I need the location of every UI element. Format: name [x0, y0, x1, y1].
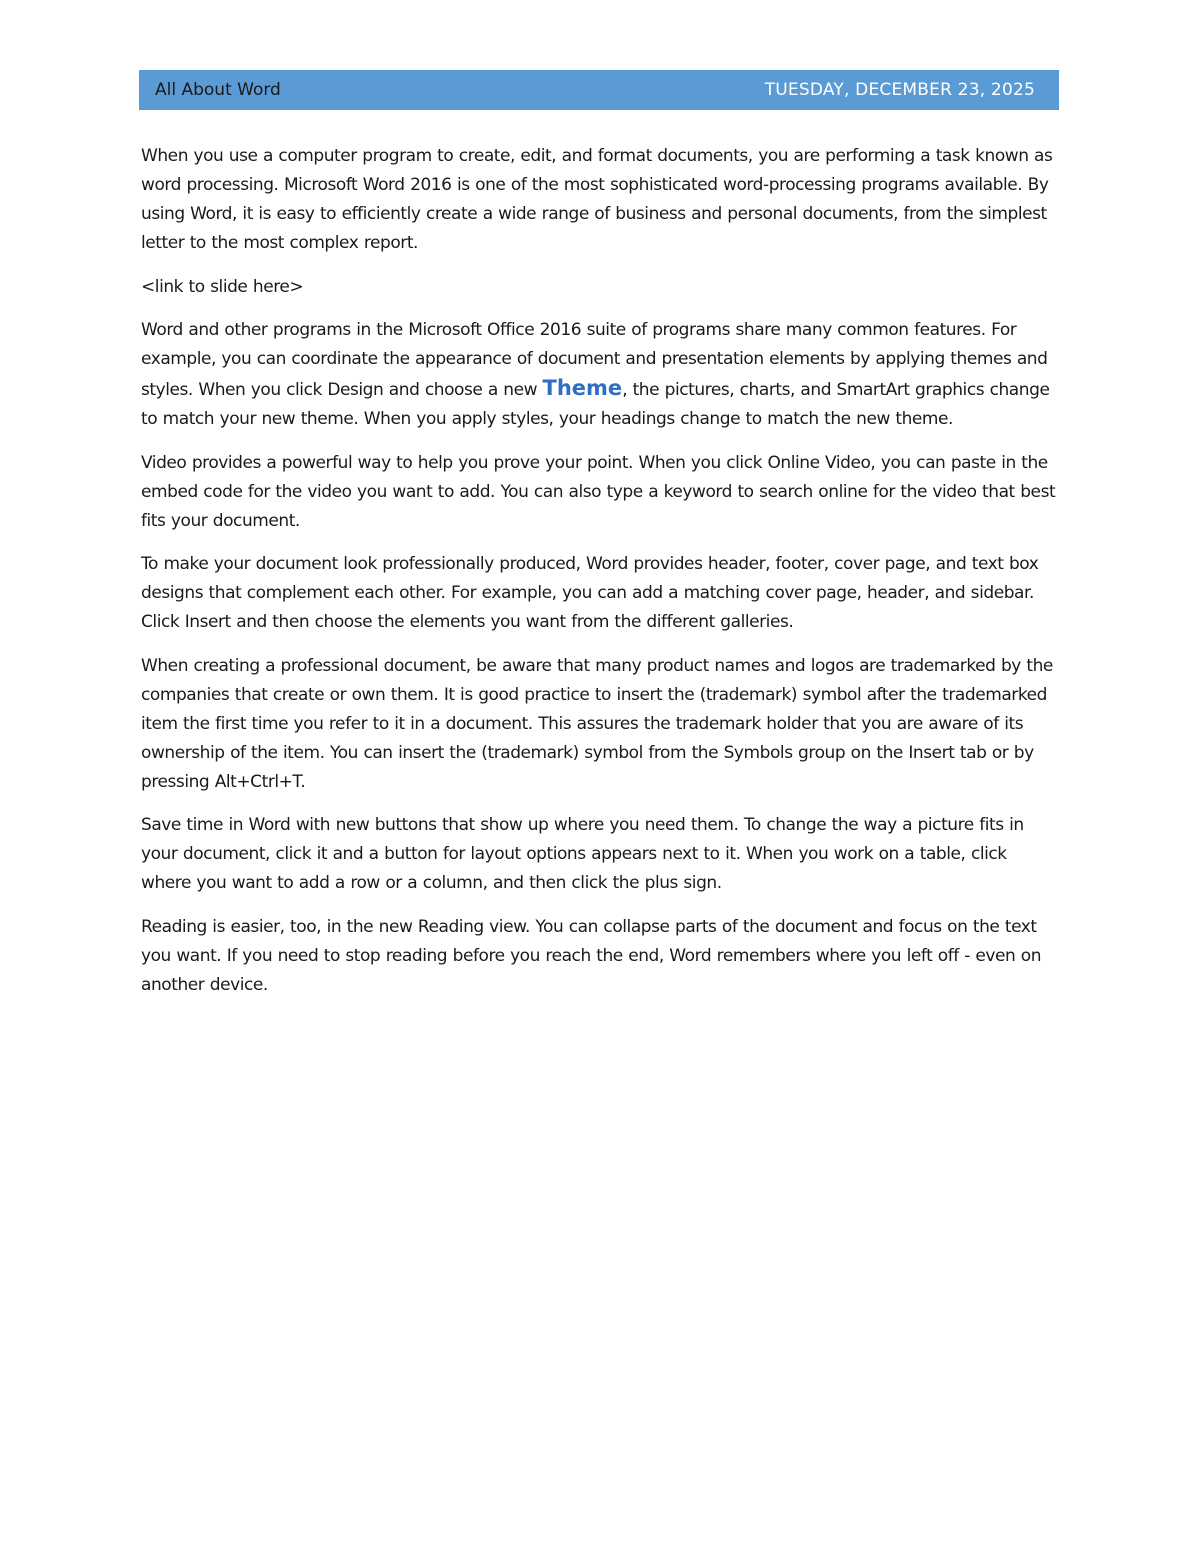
paragraph-themes [141, 316, 1061, 434]
document-header-bar [139, 70, 1059, 110]
paragraph-reading: Reading is easier, too, in the new Reading view. You can collapse parts of the document and focus on the text you want. If you need to stop reading before you reach the end, Word remembers where you left off - even on another device. [141, 916, 1042, 995]
document-title: All About Word [155, 80, 281, 100]
paragraph-themes-end: , the pictures, charts, and SmartArt graphics change to match your new theme. When you apply styles, your headings change to match the new theme. [141, 380, 1050, 429]
paragraph-themes-start: Word and other programs in the Microsoft Office 2016 suite of programs share many common features. For example, you can coordinate the appearance of document and presentation elements by applying themes and styles. When you click Design and choose a new [141, 320, 1048, 400]
document-date: TUESDAY, DECEMBER 23, 2025 [764, 80, 1035, 100]
document-body [141, 142, 1061, 1014]
paragraph-intro: When you use a computer program to create, edit, and format documents, you are performing a task known as word processing. Microsoft Word 2016 is one of the most sophisticated word-processing programs available. By using Word, it is easy to efficiently create a wide range of business and personal documents, from the simplest letter to the most complex report. [141, 146, 1053, 253]
paragraph-trademark: When creating a professional document, be aware that many product names and logos are trademarked by the companies that create or own them. It is good practice to insert the (trademark) symbol after the trademarked item the first time you refer to it in a document. This assures the trademark holder that you are aware of its ownership of the item. You can insert the (trademark) symbol from the Symbols group on the Insert tab or by pressing Alt+Ctrl+T. [141, 655, 1053, 792]
paragraph-buttons: Save time in Word with new buttons that show up where you need them. To change the way a picture fits in your document, click it and a button for layout options appears next to it. When you work on a table, click where you want to add a row or a column, and then click the plus sign. [141, 815, 1024, 893]
paragraph-video: Video provides a powerful way to help you prove your point. When you click Online Video, you can paste in the embed code for the video you want to add. You can also type a keyword to search online for the video that best fits your document. [141, 452, 1056, 531]
theme-link[interactable]: Theme [542, 376, 623, 400]
link-placeholder: <link to slide here> [141, 276, 304, 297]
paragraph-design: To make your document look professionally produced, Word provides header, footer, cover page, and text box designs that complement each other. For example, you can add a matching cover page, header, and sidebar. Click Insert and then choose the elements you want from the different galleries. [141, 554, 1039, 632]
